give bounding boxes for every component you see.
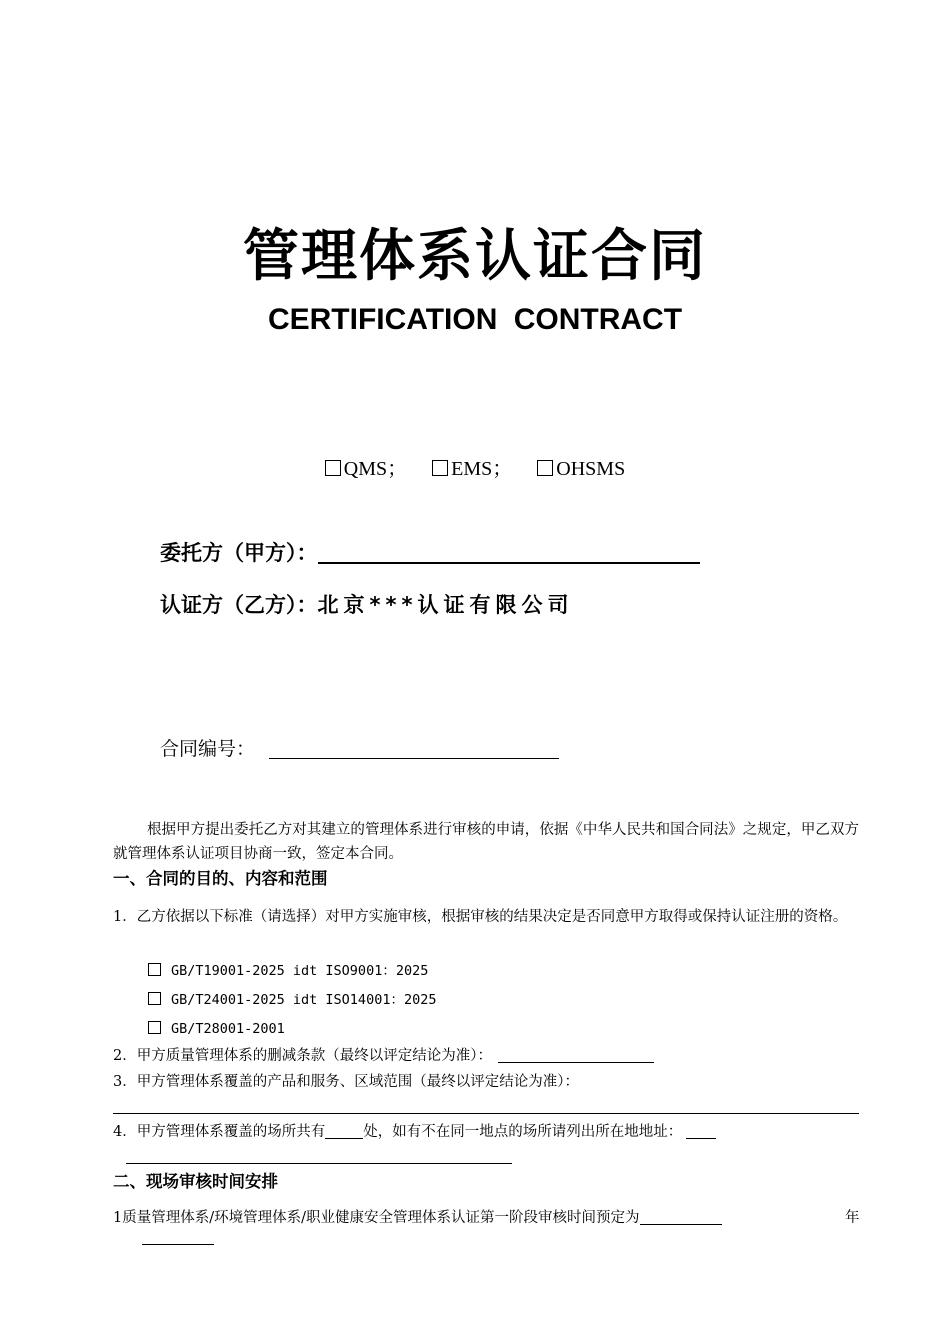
checkbox-icon[interactable] bbox=[432, 460, 448, 476]
standard-option-iso9001[interactable] bbox=[148, 960, 428, 982]
site-address-field[interactable] bbox=[686, 1138, 716, 1139]
option-qms-label: QMS； bbox=[343, 458, 408, 480]
standard-option-gbt28001[interactable] bbox=[148, 1018, 285, 1040]
section2-item1-text: 1质量管理体系/环境管理体系/职业健康安全管理体系认证第一阶段审核时间预定为 bbox=[113, 1210, 640, 1226]
standard-option-iso14001[interactable] bbox=[148, 989, 436, 1011]
section1-item4-text-b: 处，如有不在同一地点的场所请列出所在地地址： bbox=[363, 1124, 683, 1140]
certifier-party-row bbox=[160, 590, 573, 620]
exclusions-field[interactable] bbox=[498, 1062, 654, 1063]
section1-item1: 1．乙方依据以下标准（请选择）对甲方实施审核，根据审核的结果决定是否同意甲方取得或保持认证注册的资格。 bbox=[113, 909, 848, 925]
scope-fill-line[interactable] bbox=[113, 1113, 859, 1114]
management-system-options bbox=[0, 455, 950, 483]
client-party-field[interactable] bbox=[318, 562, 700, 564]
section1-item4 bbox=[113, 1121, 716, 1143]
checkbox-icon[interactable] bbox=[148, 992, 161, 1005]
site-address-fill-line[interactable] bbox=[126, 1163, 512, 1164]
option-ohsms[interactable] bbox=[537, 455, 625, 483]
contract-number-row bbox=[160, 735, 559, 763]
standard-label: GB/T28001-2001 bbox=[171, 1021, 285, 1037]
site-count-field[interactable] bbox=[325, 1138, 363, 1139]
contract-number-field[interactable] bbox=[269, 758, 559, 759]
year-label: 年 bbox=[845, 1210, 860, 1226]
section1-item3: 3．甲方管理体系覆盖的产品和服务、区域范围（最终以评定结论为准）： bbox=[113, 1074, 579, 1090]
contract-number-label: 合同编号： bbox=[160, 738, 256, 760]
section1-item2 bbox=[113, 1045, 654, 1067]
option-qms[interactable] bbox=[325, 455, 407, 483]
client-party-row bbox=[160, 538, 700, 568]
standard-label: GB/T24001-2025 idt ISO14001：2025 bbox=[171, 992, 437, 1008]
certifier-party-label: 认证方（乙方）： bbox=[160, 593, 318, 617]
section1-item2-text: 2．甲方质量管理体系的删减条款（最终以评定结论为准）： bbox=[113, 1048, 492, 1064]
client-party-label: 委托方（甲方）： bbox=[160, 541, 318, 565]
intro-paragraph: 根据甲方提出委托乙方对其建立的管理体系进行审核的申请，依据《中华人民共和国合同法》之规定，甲乙双方就管理体系认证项目协商一致，签定本合同。 bbox=[113, 822, 859, 862]
checkbox-icon[interactable] bbox=[325, 460, 341, 476]
checkbox-icon[interactable] bbox=[148, 963, 161, 976]
section1-heading: 一、合同的目的、内容和范围 bbox=[113, 869, 328, 888]
option-ems-label: EMS； bbox=[451, 458, 513, 480]
section1-item4-text-a: 4．甲方管理体系覆盖的场所共有 bbox=[113, 1124, 326, 1140]
stage1-audit-date-field[interactable] bbox=[640, 1224, 722, 1225]
checkbox-icon[interactable] bbox=[148, 1021, 161, 1034]
option-ohsms-label: OHSMS bbox=[556, 458, 626, 480]
section2-item1 bbox=[113, 1207, 865, 1229]
stage1-audit-date-continuation[interactable] bbox=[142, 1244, 214, 1245]
section2-heading: 二、现场审核时间安排 bbox=[113, 1172, 278, 1191]
option-ems[interactable] bbox=[432, 455, 512, 483]
certifier-party-name: 北京***认证有限公司 bbox=[317, 593, 574, 617]
document-title-english: CERTIFICATION CONTRACT bbox=[267, 303, 683, 336]
checkbox-icon[interactable] bbox=[537, 460, 553, 476]
standard-label: GB/T19001-2025 idt ISO9001：2025 bbox=[171, 963, 429, 979]
document-title: 管理体系认证合同 bbox=[243, 224, 707, 289]
